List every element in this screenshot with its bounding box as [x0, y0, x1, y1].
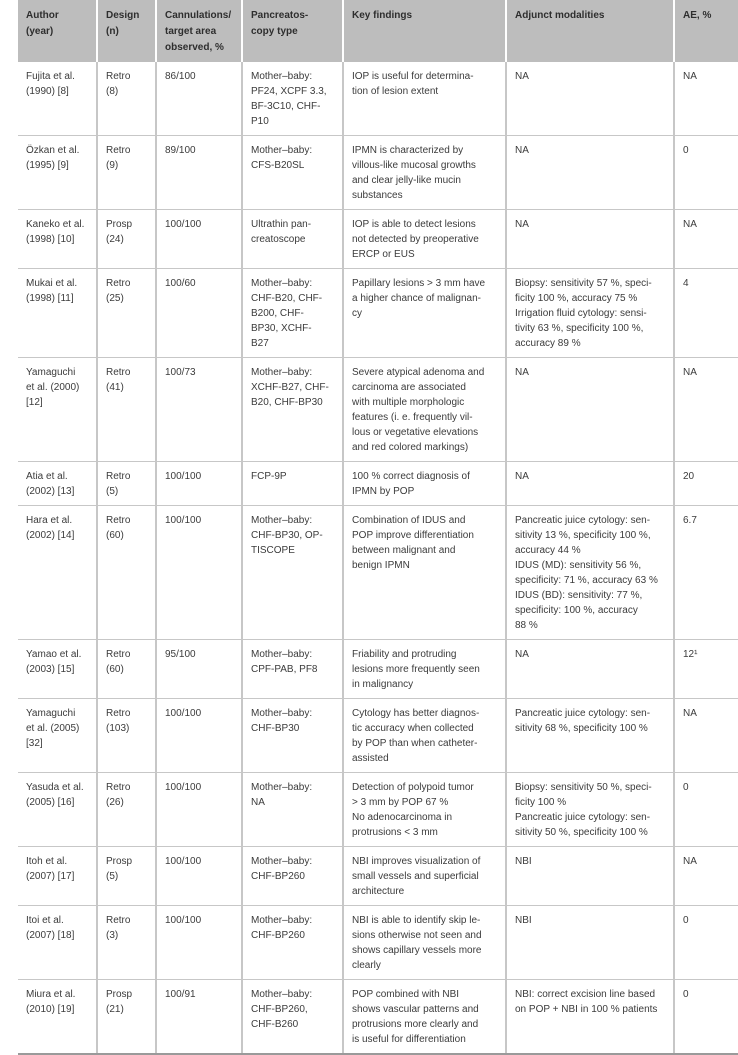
cell-ae: 0: [674, 773, 738, 847]
header-key-findings: Key findings: [343, 0, 506, 62]
cell-design: Retro (60): [97, 506, 156, 640]
cell-cannulation: 89/100: [156, 136, 242, 210]
cell-ae: 20: [674, 462, 738, 506]
cell-author: Mukai et al. (1998) [11]: [18, 269, 97, 358]
table-row: [18, 269, 738, 358]
cell-findings: NBI improves visualization of small vessels and superficial architecture: [343, 847, 506, 906]
cell-findings: Friability and protruding lesions more frequently seen in malignancy: [343, 640, 506, 699]
cell-adjunct: NA: [506, 462, 674, 506]
cell-adjunct: NBI: [506, 847, 674, 906]
cell-adjunct: NA: [506, 358, 674, 462]
cell-author: Miura et al. (2010) [19]: [18, 980, 97, 1055]
cell-scope: FCP-9P: [242, 462, 343, 506]
cell-ae: 0: [674, 980, 738, 1055]
cell-design: Retro (9): [97, 136, 156, 210]
studies-table: [18, 0, 738, 1055]
cell-findings: Severe atypical adenoma and carcinoma are associated with multiple morphologic features (i. e. frequently vil- lous or vegetative elevations and red colored markings): [343, 358, 506, 462]
cell-findings: Papillary lesions > 3 mm have a higher chance of malignan- cy: [343, 269, 506, 358]
cell-ae: NA: [674, 847, 738, 906]
header-cannulation: Cannulations/ target area observed, %: [156, 0, 242, 62]
cell-ae: 4: [674, 269, 738, 358]
cell-findings: IOP is able to detect lesions not detected by preoperative ERCP or EUS: [343, 210, 506, 269]
cell-scope: Mother–baby: CHF-BP30: [242, 699, 343, 773]
cell-adjunct: NBI: [506, 906, 674, 980]
cell-cannulation: 100/100: [156, 462, 242, 506]
cell-ae: NA: [674, 358, 738, 462]
cell-design: Retro (8): [97, 62, 156, 136]
cell-author: Fujita et al. (1990) [8]: [18, 62, 97, 136]
table-row: [18, 847, 738, 906]
cell-author: Yamao et al. (2003) [15]: [18, 640, 97, 699]
cell-scope: Mother–baby: CHF-B20, CHF- B200, CHF- BP30, XCHF- B27: [242, 269, 343, 358]
cell-scope: Mother–baby: PF24, XCPF 3.3, BF-3C10, CHF- P10: [242, 62, 343, 136]
cell-scope: Mother–baby: CHF-BP260, CHF-B260: [242, 980, 343, 1055]
cell-ae: 6.7: [674, 506, 738, 640]
cell-adjunct: NBI: correct excision line based on POP + NBI in 100 % patients: [506, 980, 674, 1055]
cell-ae: NA: [674, 62, 738, 136]
cell-findings: 100 % correct diagnosis of IPMN by POP: [343, 462, 506, 506]
cell-findings: POP combined with NBI shows vascular patterns and protrusions more clearly and is useful for differentiation: [343, 980, 506, 1055]
cell-cannulation: 100/91: [156, 980, 242, 1055]
cell-author: Özkan et al. (1995) [9]: [18, 136, 97, 210]
cell-scope: Mother–baby: XCHF-B27, CHF- B20, CHF-BP30: [242, 358, 343, 462]
cell-design: Retro (103): [97, 699, 156, 773]
cell-scope: Ultrathin pan- creatoscope: [242, 210, 343, 269]
cell-adjunct: NA: [506, 136, 674, 210]
cell-cannulation: 100/100: [156, 699, 242, 773]
cell-ae: 0: [674, 906, 738, 980]
cell-adjunct: NA: [506, 62, 674, 136]
table-row: [18, 136, 738, 210]
cell-design: Prosp (21): [97, 980, 156, 1055]
cell-scope: Mother–baby: CFS-B20SL: [242, 136, 343, 210]
table-row: [18, 358, 738, 462]
cell-design: Retro (5): [97, 462, 156, 506]
table-row: [18, 773, 738, 847]
table-row: [18, 980, 738, 1055]
header-design: Design (n): [97, 0, 156, 62]
cell-cannulation: 86/100: [156, 62, 242, 136]
table-row: [18, 462, 738, 506]
cell-design: Prosp (24): [97, 210, 156, 269]
cell-cannulation: 100/73: [156, 358, 242, 462]
cell-author: Atia et al. (2002) [13]: [18, 462, 97, 506]
header-ae: AE, %: [674, 0, 738, 62]
cell-scope: Mother–baby: CHF-BP260: [242, 906, 343, 980]
header-adjunct-modalities: Adjunct modalities: [506, 0, 674, 62]
table-row: [18, 699, 738, 773]
table-header: [18, 0, 738, 62]
cell-design: Retro (41): [97, 358, 156, 462]
cell-author: Yamaguchi et al. (2005) [32]: [18, 699, 97, 773]
cell-scope: Mother–baby: NA: [242, 773, 343, 847]
cell-findings: Detection of polypoid tumor > 3 mm by POP 67 % No adenocarcinoma in protrusions < 3 mm: [343, 773, 506, 847]
cell-adjunct: Biopsy: sensitivity 50 %, speci- ficity 100 % Pancreatic juice cytology: sen- sitivity 50 %, specificity 100 %: [506, 773, 674, 847]
cell-ae: NA: [674, 699, 738, 773]
cell-cannulation: 100/100: [156, 906, 242, 980]
cell-findings: IPMN is characterized by villous-like mucosal growths and clear jelly-like mucin substances: [343, 136, 506, 210]
cell-adjunct: Biopsy: sensitivity 57 %, speci- ficity 100 %, accuracy 75 % Irrigation fluid cytology: sensi- tivity 63 %, specificity 100 %, accuracy 89 %: [506, 269, 674, 358]
cell-findings: Cytology has better diagnos- tic accuracy when collected by POP than when catheter- assisted: [343, 699, 506, 773]
table-body: [18, 62, 738, 1054]
cell-ae: 0: [674, 136, 738, 210]
cell-cannulation: 100/100: [156, 773, 242, 847]
cell-design: Retro (3): [97, 906, 156, 980]
table-row: [18, 906, 738, 980]
cell-author: Itoi et al. (2007) [18]: [18, 906, 97, 980]
cell-ae: NA: [674, 210, 738, 269]
cell-design: Retro (60): [97, 640, 156, 699]
table-row: [18, 640, 738, 699]
cell-scope: Mother–baby: CPF-PAB, PF8: [242, 640, 343, 699]
cell-design: Prosp (5): [97, 847, 156, 906]
cell-adjunct: Pancreatic juice cytology: sen- sitivity 68 %, specificity 100 %: [506, 699, 674, 773]
table-row: [18, 210, 738, 269]
cell-design: Retro (26): [97, 773, 156, 847]
table-row: [18, 506, 738, 640]
cell-design: Retro (25): [97, 269, 156, 358]
cell-adjunct: NA: [506, 640, 674, 699]
cell-findings: IOP is useful for determina- tion of lesion extent: [343, 62, 506, 136]
cell-findings: Combination of IDUS and POP improve differentiation between malignant and benign IPMN: [343, 506, 506, 640]
cell-findings: NBI is able to identify skip le- sions otherwise not seen and shows capillary vessels more clearly: [343, 906, 506, 980]
cell-adjunct: Pancreatic juice cytology: sen- sitivity 13 %, specificity 100 %, accuracy 44 % IDUS (MD): sensitivity 56 %, specificity: 71 %, accuracy 63 % IDUS (BD): sensitivity: 77 %, specificity: 100 %, accuracy 88 %: [506, 506, 674, 640]
cell-adjunct: NA: [506, 210, 674, 269]
cell-author: Hara et al. (2002) [14]: [18, 506, 97, 640]
cell-scope: Mother–baby: CHF-BP260: [242, 847, 343, 906]
cell-author: Yasuda et al. (2005) [16]: [18, 773, 97, 847]
cell-author: Itoh et al. (2007) [17]: [18, 847, 97, 906]
cell-cannulation: 95/100: [156, 640, 242, 699]
cell-cannulation: 100/100: [156, 210, 242, 269]
cell-author: Kaneko et al. (1998) [10]: [18, 210, 97, 269]
cell-cannulation: 100/100: [156, 506, 242, 640]
cell-ae: 12¹: [674, 640, 738, 699]
header-author: Author (year): [18, 0, 97, 62]
cell-author: Yamaguchi et al. (2000) [12]: [18, 358, 97, 462]
cell-cannulation: 100/60: [156, 269, 242, 358]
table-row: [18, 62, 738, 136]
header-scope-type: Pancreatos- copy type: [242, 0, 343, 62]
cell-cannulation: 100/100: [156, 847, 242, 906]
cell-scope: Mother–baby: CHF-BP30, OP- TISCOPE: [242, 506, 343, 640]
